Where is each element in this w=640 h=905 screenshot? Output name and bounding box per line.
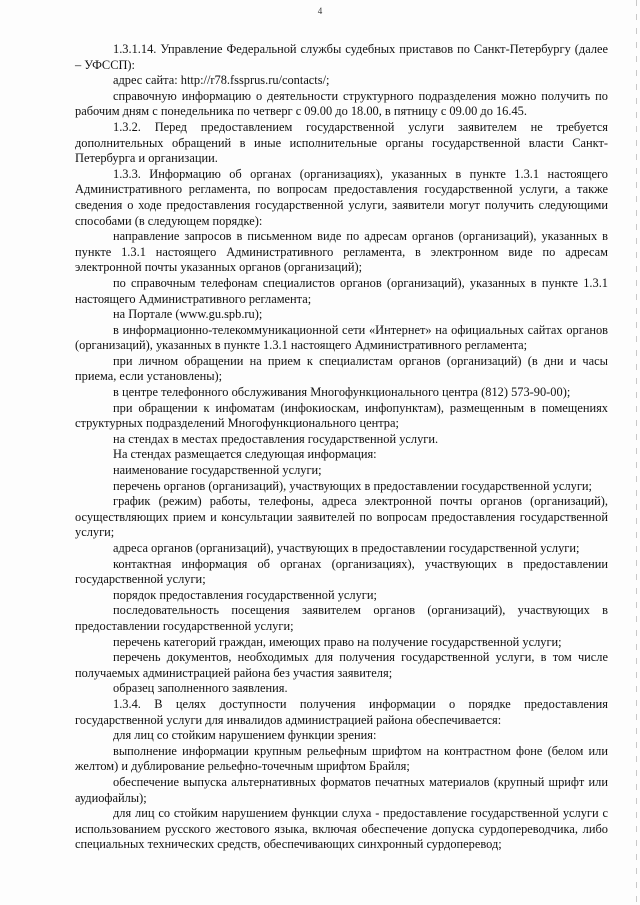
list-item-addresses: адреса органов (организаций), участвующих в предоставлении государственной услуги; — [113, 541, 580, 555]
list-item-internet: в информационно-телекоммуникационной сети «Интернет» на официальных сайтах органов (организаций), указанных в пункте 1.3.1 настоящего Административного регламента; — [75, 322, 608, 353]
paragraph-1.3.2: 1.3.2. Перед предоставлением государственной услуги заявителем не требуется дополнительных обращений в иные исполнительные органы государственной власти Санкт-Петербурга и организации. — [75, 119, 608, 166]
list-item-alt-formats: обеспечение выпуска альтернативных форматов печатных материалов (крупный шрифт или аудиофайлы); — [75, 774, 608, 805]
scan-edge-shadow — [636, 0, 637, 905]
paragraph-1.3.3: 1.3.3. Информацию об органах (организациях), указанных в пункте 1.3.1 настоящего Административного регламента, по вопросам предоставления государственной услуги, а также сведения о ходе предоставления государственной услуги, заявители могут получить следующими способами (в следующем порядке): — [75, 166, 608, 228]
document-body — [75, 42, 608, 853]
paragraph-1.3.4: 1.3.4. В целях доступности получения информации о порядке предоставления государственной услуги для инвалидов администрацией района обеспечивается: — [75, 696, 608, 727]
list-item-braille: выполнение информации крупным рельефным шрифтом на контрастном фоне (белом или желтом) и дублирование рельефно-точечным шрифтом Брайля; — [75, 743, 608, 774]
list-item-documents: перечень документов, необходимых для получения государственной услуги, в том числе получаемых администрацией района без участия заявителя; — [75, 650, 608, 680]
list-item-hearing: для лиц со стойким нарушением функции слуха - предоставление государственной услуги с использованием русского жестового языка, включая обеспечение допуска сурдопереводчика, либо специальных технических средств, обеспечивающих синхронный сурдоперевод; — [75, 806, 608, 852]
list-item-procedure: порядок предоставления государственной услуги; — [113, 587, 377, 602]
paragraph-reference-info: справочную информацию о деятельности структурного подразделения можно получить по рабочим дням с понедельника по четверг с 09.00 до 18.00, в пятницу с 09.00 до 16.45. — [75, 88, 608, 119]
list-item-personal-visit: при личном обращении на прием к специалистам органов (организаций) (в дни и часы приема, если установлены); — [75, 353, 608, 384]
list-item-infomats: при обращении к инфоматам (инфокиоскам, инфопунктам), размещенным в помещениях структурных подразделений Многофункционального центра; — [75, 400, 608, 431]
list-item-phones: по справочным телефонам специалистов органов (организаций), указанных в пункте 1.3.1 настоящего Административного регламента; — [75, 275, 608, 306]
list-item-vision: для лиц со стойким нарушением функции зрения: — [113, 728, 377, 743]
list-item-contacts: контактная информация об органах (организациях), участвующих в предоставлении государственной услуги; — [75, 556, 608, 587]
list-item-stands: на стендах в местах предоставления государственной услуги. — [113, 431, 439, 446]
list-item-portal: на Портале (www.gu.spb.ru); — [113, 307, 263, 322]
list-item-visit-sequence: последовательность посещения заявителем органов (организаций), участвующих в предоставлении государственной услуги; — [75, 603, 608, 633]
list-item-written-requests: направление запросов в письменном виде по адресам органов (организаций), указанных в пункте 1.3.1 настоящего Административного регламента, в электронном виде по адресам электронной почты указанных органов (организаций); — [75, 229, 608, 275]
list-item-service-name: наименование государственной услуги; — [113, 463, 322, 478]
paragraph-stands-heading: На стендах размещается следующая информация: — [113, 447, 377, 462]
paragraph-1.3.1.14: 1.3.1.14. Управление Федеральной службы судебных приставов по Санкт-Петербургу (далее – УФССП): — [75, 42, 608, 72]
paragraph-site-address: адрес сайта: http://r78.fssprus.ru/contacts/; — [113, 73, 330, 88]
list-item-schedule: график (режим) работы, телефоны, адреса электронной почты органов (организаций), осуществляющих прием и консультации заявителей по вопросам предоставления государственной услуги; — [75, 494, 608, 540]
list-item-sample-form: образец заполненного заявления. — [113, 681, 288, 696]
list-item-call-center: в центре телефонного обслуживания Многофункционального центра (812) 573-90-00); — [113, 385, 571, 400]
page-number: 4 — [317, 6, 323, 16]
list-item-citizen-categories: перечень категорий граждан, имеющих право на получение государственной услуги; — [113, 634, 562, 649]
list-item-organs-list: перечень органов (организаций), участвующих в предоставлении государственной услуги; — [113, 478, 593, 493]
